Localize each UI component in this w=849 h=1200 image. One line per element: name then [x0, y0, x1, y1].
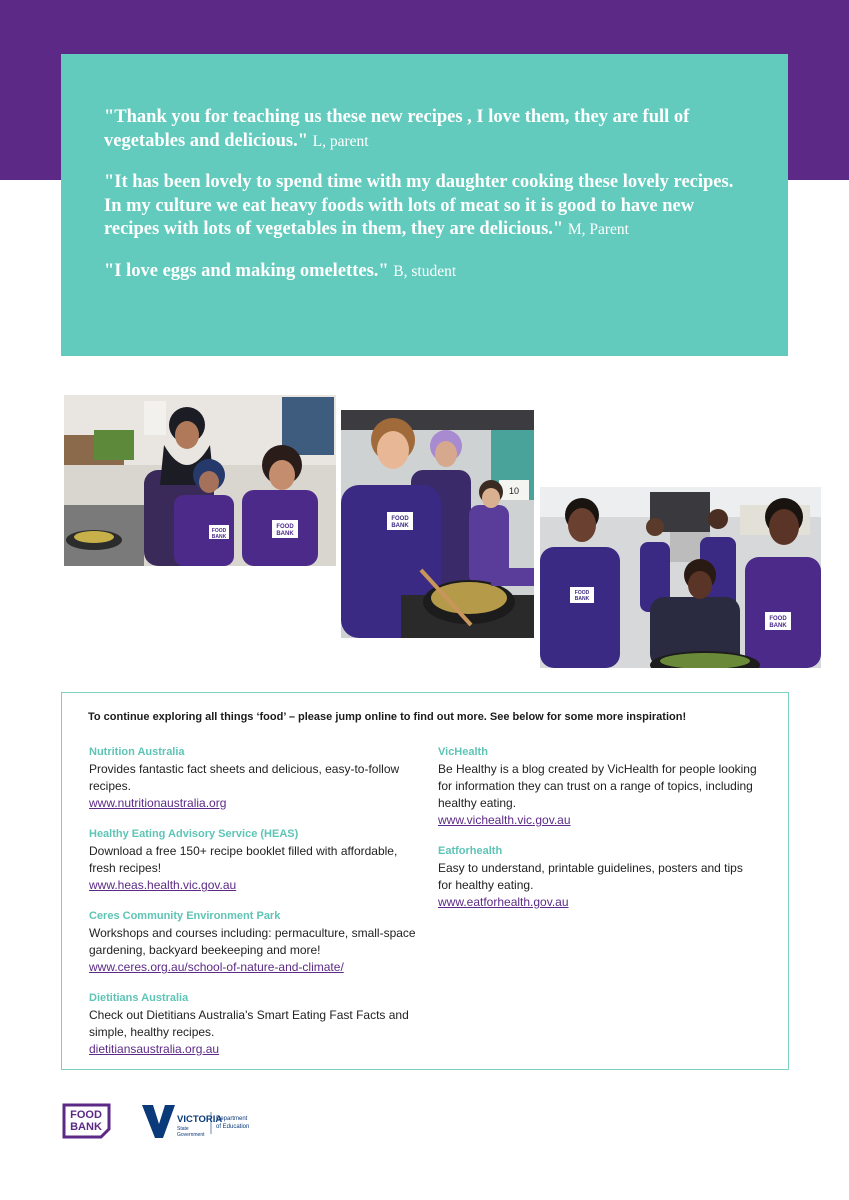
apron-logo-text: BANK [276, 531, 294, 537]
resources-intro: To continue exploring all things ‘food’ – please jump online to find out more. See below for some more inspiration! [88, 711, 687, 723]
apron-logo-text: FOOD [574, 590, 590, 596]
resource-link[interactable]: dietitiansaustralia.org.au [89, 1042, 220, 1056]
resource-description: Provides fantastic fact sheets and delicious, easy-to-follow recipes. [89, 762, 400, 793]
victoria-logo-government: Government [177, 1132, 205, 1138]
testimonial-1 [104, 106, 748, 153]
resource-item-dietitians-australia [89, 990, 419, 1058]
department-text: Department [216, 1116, 248, 1122]
department-text: of Education [216, 1124, 250, 1130]
resource-item-heas [89, 826, 419, 894]
apron-logo-text: FOOD [769, 616, 787, 622]
resources-right-column [438, 744, 758, 925]
apron-logo-text: FOOD [211, 528, 227, 534]
testimonial-author: M, Parent [567, 221, 629, 238]
resource-description: Download a free 150+ recipe booklet filled with affordable, fresh recipes! [89, 844, 398, 875]
resource-link[interactable]: www.vichealth.vic.gov.au [438, 813, 571, 827]
resource-description: Easy to understand, printable guidelines, posters and tips for healthy eating. [438, 861, 743, 892]
victoria-logo-state: State [177, 1126, 189, 1132]
resource-item-nutrition-australia [89, 744, 419, 812]
resource-item-ceres [89, 908, 419, 976]
board-number-text: 10 [508, 486, 520, 496]
victoria-government-logo [141, 1104, 261, 1140]
resource-item-eatforhealth [438, 843, 758, 911]
apron-logo-text: BANK [769, 623, 787, 629]
photo-cooking-students-1 [64, 395, 336, 566]
resources-panel [61, 692, 789, 1070]
testimonial-text: "Thank you for teaching us these new recipes , I love them, they are full of vegetables and delicious." [104, 107, 690, 151]
resource-link[interactable]: www.heas.health.vic.gov.au [89, 878, 237, 892]
apron-logo-text: FOOD [391, 516, 409, 522]
resource-title: Healthy Eating Advisory Service (HEAS) [89, 828, 299, 840]
testimonials-panel [61, 54, 788, 356]
resource-title: Ceres Community Environment Park [89, 910, 281, 922]
testimonial-author: B, student [393, 262, 457, 280]
testimonial-author: L, parent [312, 132, 369, 150]
apron-logo-text: BANK [574, 596, 590, 602]
foodbank-logo-text: FOOD [70, 1109, 102, 1121]
resource-link[interactable]: www.eatforhealth.gov.au [438, 895, 569, 909]
resource-description: Be Healthy is a blog created by VicHealth for people looking for information they can trust on a range of topics, including healthy eating. [438, 762, 757, 810]
photo-cooking-students-3 [540, 487, 821, 668]
resource-title: Nutrition Australia [89, 746, 185, 758]
resource-description: Workshops and courses including: permaculture, small-space gardening, backyard beekeeping and more! [89, 926, 416, 957]
foodbank-logo-text: BANK [70, 1121, 102, 1133]
testimonial-text: "It has been lovely to spend time with my daughter cooking these lovely recipes. In my culture we eat heavy foods with lots of meat so it is good to have new recipes with lots of vegetables in them, they are delicious." [104, 172, 734, 239]
apron-logo-text: FOOD [276, 524, 294, 530]
apron-logo-text: BANK [391, 523, 409, 529]
resource-link[interactable]: www.ceres.org.au/school-of-nature-and-climate/ [89, 960, 344, 974]
foodbank-logo [61, 1103, 112, 1139]
photo-cooking-students-2 [341, 410, 534, 638]
resource-link[interactable]: www.nutritionaustralia.org [89, 796, 227, 810]
resource-title: VicHealth [438, 746, 488, 758]
testimonial-text: "I love eggs and making omelettes." [104, 260, 389, 281]
resource-title: Dietitians Australia [89, 992, 189, 1004]
resources-left-column [89, 744, 419, 1072]
apron-logo-text: BANK [211, 534, 227, 540]
victoria-logo-text: VICTORIA [177, 1114, 223, 1125]
resource-item-vichealth [438, 744, 758, 829]
testimonial-3 [104, 260, 748, 284]
testimonial-2 [104, 171, 748, 242]
resource-title: Eatforhealth [438, 845, 503, 857]
resource-description: Check out Dietitians Australia's Smart Eating Fast Facts and simple, healthy recipes. [89, 1008, 409, 1039]
